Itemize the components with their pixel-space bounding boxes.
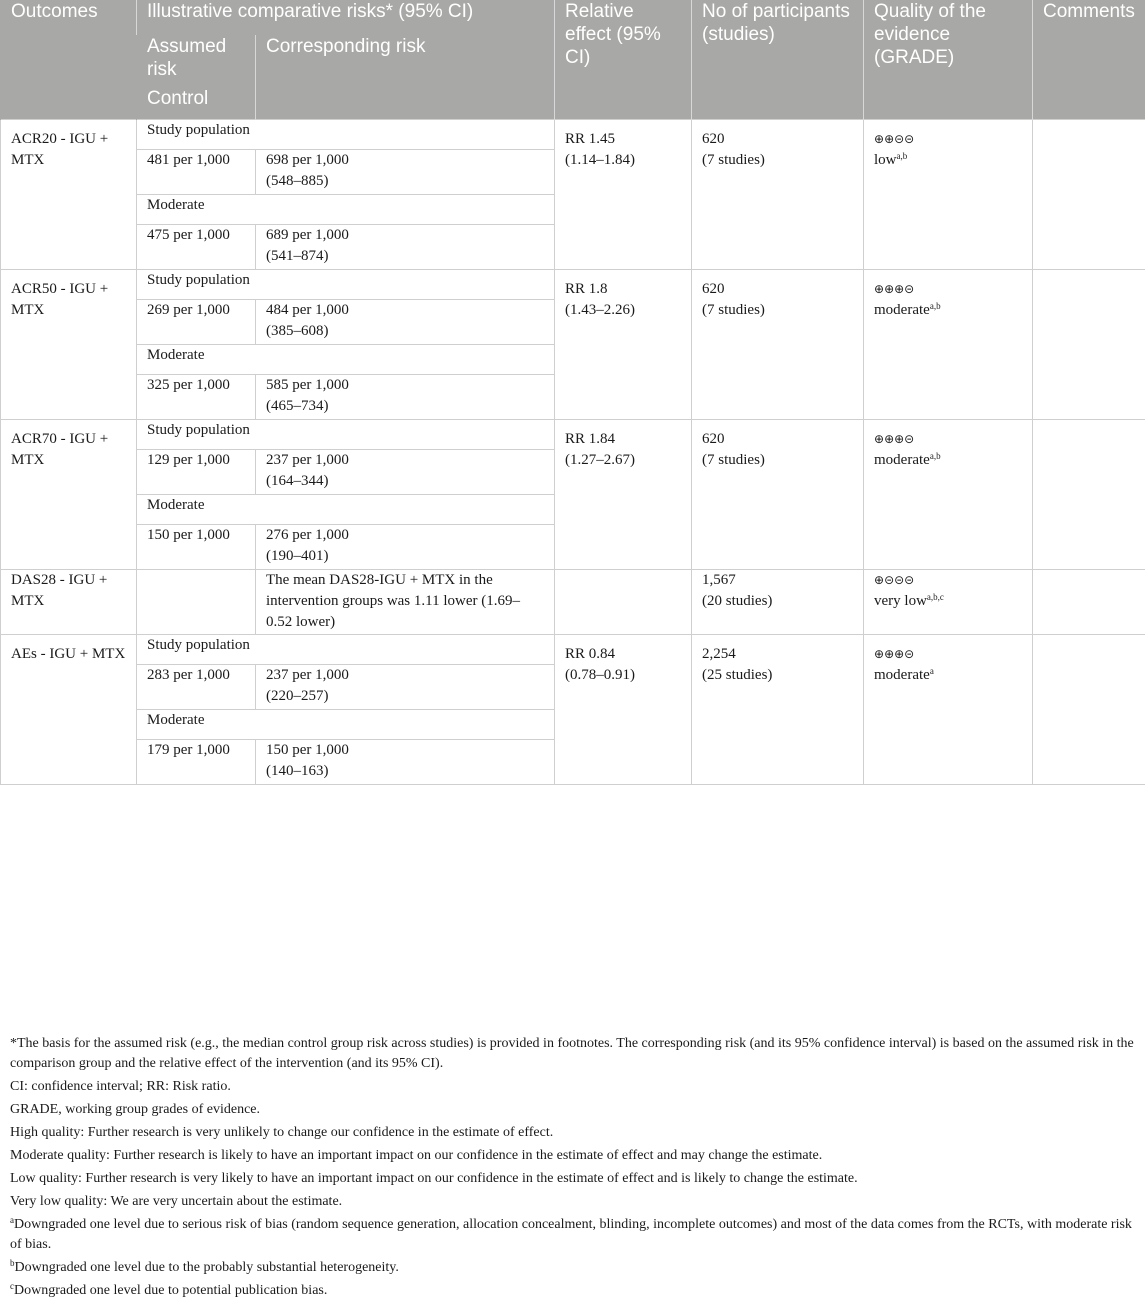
outcome-cell: AEs - IGU + MTX — [1, 635, 137, 785]
moderate-label: Moderate — [137, 345, 555, 375]
corresponding-risk-cell: 150 per 1,000 (140–163) — [256, 740, 555, 785]
header-illustrative-risks: Illustrative comparative risks* (95% CI) — [137, 0, 555, 35]
footnote-moderate-quality: Moderate quality: Further research is likely to have an important impact on our confidence in the estimate of effect and may change the estimate. — [10, 1146, 1135, 1166]
relative-effect-cell: RR 1.8 (1.43–2.26) — [555, 270, 692, 420]
comments-cell — [1033, 570, 1145, 635]
header-participants: No of participants (studies) — [692, 0, 864, 120]
participants-cell: 1,567 (20 studies) — [692, 570, 864, 635]
quality-cell: ⊕⊝⊝⊝ very low$^{a,b,c}$ — [864, 570, 1033, 635]
grade-symbols: ⊕⊝⊝⊝ — [874, 570, 1022, 591]
participants-cell: 620 (7 studies) — [692, 270, 864, 420]
corresponding-risk-cell: 698 per 1,000 (548–885) — [256, 150, 555, 195]
assumed-risk-cell — [137, 570, 256, 635]
table-row — [1, 270, 1145, 300]
assumed-risk-cell: 129 per 1,000 — [137, 450, 256, 495]
corresponding-risk-cell: 237 per 1,000 (164–344) — [256, 450, 555, 495]
footnote-grade: GRADE, working group grades of evidence. — [10, 1100, 1135, 1120]
table-footnotes — [10, 1034, 1135, 1304]
assumed-risk-cell: 269 per 1,000 — [137, 300, 256, 345]
corresponding-risk-cell: The mean DAS28-IGU + MTX in the intervention groups was 1.11 lower (1.69–0.52 lower) — [256, 570, 555, 635]
header-comments: Comments — [1033, 0, 1145, 120]
comments-cell — [1033, 120, 1145, 270]
comments-cell — [1033, 420, 1145, 570]
participants-cell: 620 (7 studies) — [692, 120, 864, 270]
relative-effect-cell — [555, 570, 692, 635]
participants-cell: 2,254 (25 studies) — [692, 635, 864, 785]
footnote-abbreviations: CI: confidence interval; RR: Risk ratio. — [10, 1077, 1135, 1097]
study-population-label: Study population — [137, 270, 555, 300]
study-population-label: Study population — [137, 420, 555, 450]
relative-effect-cell: RR 1.84 (1.27–2.67) — [555, 420, 692, 570]
assumed-risk-cell: 150 per 1,000 — [137, 525, 256, 570]
quality-cell: ⊕⊕⊕⊝ moderate$^{a,b}$ — [864, 420, 1033, 570]
header-relative-effect: Relative effect (95% CI) — [555, 0, 692, 120]
quality-cell: ⊕⊕⊕⊝ moderate$^a$ — [864, 635, 1033, 785]
comments-cell — [1033, 635, 1145, 785]
header-quality: Quality of the evidence (GRADE) — [864, 0, 1033, 120]
grade-symbols: ⊕⊕⊕⊝ — [874, 644, 1022, 665]
outcome-cell: DAS28 - IGU + MTX — [1, 570, 137, 635]
moderate-label: Moderate — [137, 195, 555, 225]
header-outcomes: Outcomes — [1, 0, 137, 120]
grade-symbols: ⊕⊕⊝⊝ — [874, 129, 1022, 150]
footnote-a: $^a$Downgraded one level due to serious risk of bias (random sequence generation, allocation concealment, blinding, incomplete outcomes) and most of the data comes from the RCTs, with moderate risk of bias. — [10, 1215, 1135, 1255]
footnote-very-low-quality: Very low quality: We are very uncertain about the estimate. — [10, 1192, 1135, 1212]
moderate-label: Moderate — [137, 710, 555, 740]
footnote-low-quality: Low quality: Further research is very likely to have an important impact on our confidence in the estimate of effect and is likely to change the estimate. — [10, 1169, 1135, 1189]
header-control: Control — [137, 87, 256, 120]
assumed-risk-cell: 481 per 1,000 — [137, 150, 256, 195]
study-population-label: Study population — [137, 635, 555, 665]
study-population-label: Study population — [137, 120, 555, 150]
table-header — [1, 0, 1145, 120]
footnote-c: $^c$Downgraded one level due to potential publication bias. — [10, 1281, 1135, 1301]
outcome-cell: ACR70 - IGU + MTX — [1, 420, 137, 570]
table-row — [1, 570, 1145, 635]
assumed-risk-cell: 179 per 1,000 — [137, 740, 256, 785]
relative-effect-cell: RR 1.45 (1.14–1.84) — [555, 120, 692, 270]
grade-symbols: ⊕⊕⊕⊝ — [874, 279, 1022, 300]
corresponding-risk-cell: 689 per 1,000 (541–874) — [256, 225, 555, 270]
corresponding-risk-cell: 484 per 1,000 (385–608) — [256, 300, 555, 345]
footnote-high-quality: High quality: Further research is very unlikely to change our confidence in the estimate of effect. — [10, 1123, 1135, 1143]
assumed-risk-cell: 475 per 1,000 — [137, 225, 256, 270]
assumed-risk-cell: 325 per 1,000 — [137, 375, 256, 420]
corresponding-risk-cell: 276 per 1,000 (190–401) — [256, 525, 555, 570]
quality-cell: ⊕⊕⊕⊝ moderate$^{a,b}$ — [864, 270, 1033, 420]
moderate-label: Moderate — [137, 495, 555, 525]
footnote-basis: *The basis for the assumed risk (e.g., the median control group risk across studies) is provided in footnotes. The corresponding risk (and its 95% confidence interval) is based on the assumed risk in the comparison group and the relative effect of the intervention (and its 95% CI). — [10, 1034, 1135, 1074]
grade-symbols: ⊕⊕⊕⊝ — [874, 429, 1022, 450]
participants-cell: 620 (7 studies) — [692, 420, 864, 570]
header-corresponding-risk: Corresponding risk — [256, 35, 555, 120]
outcome-cell: ACR20 - IGU + MTX — [1, 120, 137, 270]
table-row — [1, 420, 1145, 450]
corresponding-risk-cell: 585 per 1,000 (465–734) — [256, 375, 555, 420]
footnote-b: $^b$Downgraded one level due to the probably substantial heterogeneity. — [10, 1258, 1135, 1278]
table-row — [1, 120, 1145, 150]
table-row — [1, 635, 1145, 665]
quality-cell: ⊕⊕⊝⊝ low$^{a,b}$ — [864, 120, 1033, 270]
header-assumed-risk: Assumed risk — [137, 35, 256, 87]
assumed-risk-cell: 283 per 1,000 — [137, 665, 256, 710]
relative-effect-cell: RR 0.84 (0.78–0.91) — [555, 635, 692, 785]
comments-cell — [1033, 270, 1145, 420]
outcome-cell: ACR50 - IGU + MTX — [1, 270, 137, 420]
corresponding-risk-cell: 237 per 1,000 (220–257) — [256, 665, 555, 710]
